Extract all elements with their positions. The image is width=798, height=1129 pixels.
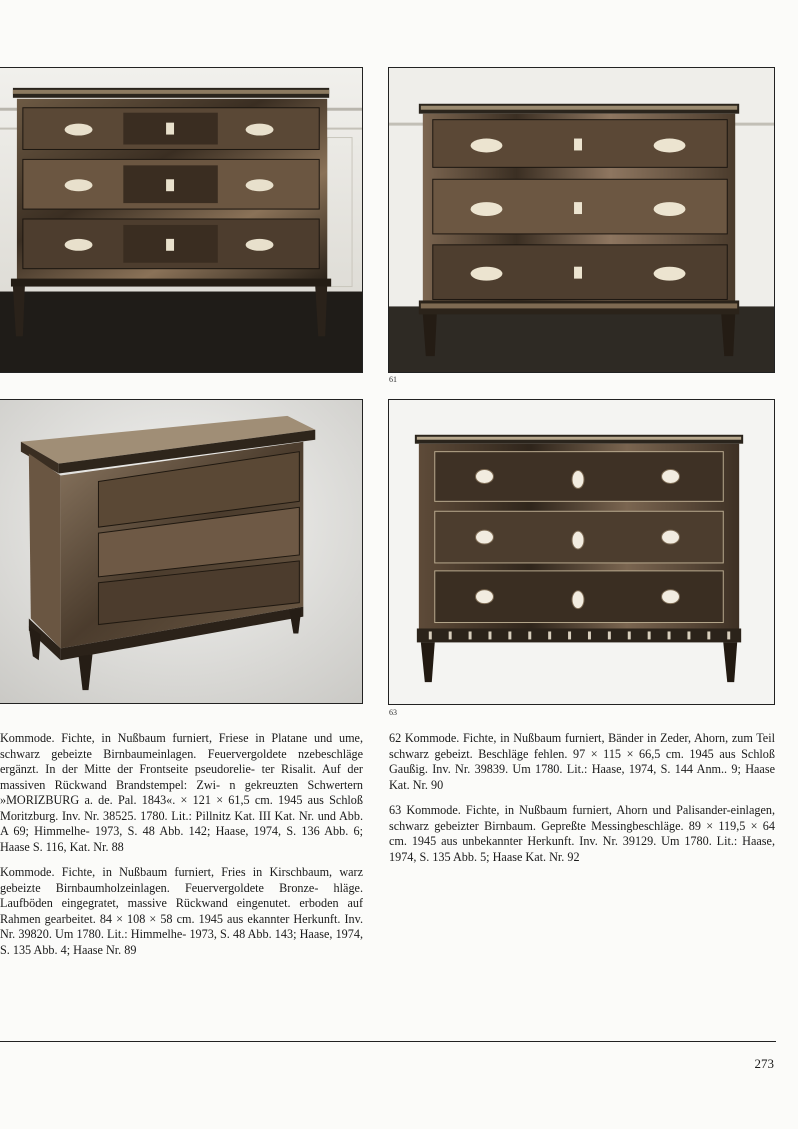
- photo-commode-fig-61: [388, 67, 775, 373]
- figure-number-61: 61: [389, 375, 397, 384]
- footer-rule: [0, 1041, 776, 1042]
- caption-column-left: [0, 731, 363, 996]
- figure-number-63: 63: [389, 708, 397, 717]
- caption-column-right: [389, 731, 775, 875]
- caption-left-1: Kommode. Fichte, in Nußbaum furniert, Friese in Platane und ume, schwarz gebeizte Birnbaumeinlagen. Feuervergoldete nzebeschläge ergänzt. In der Mitte der Frontseite pseudorelie- ter Risalit. Auf der massiven Rückwand Brandstempel: Zwi- n gekreuzten Schwertern »MORIZBURG a. de. Pal. 1843«. × 121 × 61,5 cm. 1945 aus Schloß Moritzburg. Inv. Nr. 38525. 1780. Lit.: Pillnitz Kat. III Kat. Nr. und Abb. A 69; Himmelhe- 1973, S. 48 Abb. 142; Haase, 1974, S. 136 Abb. 6; Haase S. 116, Kat. Nr. 88: [0, 731, 363, 854]
- caption-63: 63 Kommode. Fichte, in Nußbaum furniert, Ahorn und Palisander-einlagen, schwarz gebeizter Birnbaum. Gepreßte Messingbeschläge. 89 × 119,5 × 64 cm. 1945 aus unbekannter Herkunft. Inv. Nr. 39129. Um 1780. Lit.: Haase, 1974, S. 135 Abb. 5; Haase Kat. Nr. 92: [389, 803, 775, 864]
- photo-commode-fig-62: [0, 399, 363, 704]
- page-number: 273: [754, 1056, 774, 1071]
- caption-left-2: Kommode. Fichte, in Nußbaum furniert, Fries in Kirschbaum, warz gebeizte Birnbaumholzeinlagen. Feuervergoldete Bronze- hläge. Laufböden eingegratet, massive Rückwand eingenutet. erboden auf Rahmen gearbeitet. 84 × 108 × 58 cm. 1945 aus ekannter Herkunft. Inv. Nr. 39820. Um 1780. Lit.: Himmelhe- 1973, S. 48 Abb. 143; Haase, 1974, S. 135 Abb. 4; Haase Nr. 89: [0, 865, 363, 957]
- caption-62: 62 Kommode. Fichte, in Nußbaum furniert, Bänder in Zeder, Ahorn, zum Teil schwarz gebeizt. Beschläge fehlen. 97 × 115 × 66,5 cm. 1945 aus Schloß Gaußig. Inv. Nr. 39839. Um 1780. Lit.: Haase, 1974, S. 144 Anm.. 9; Haase Kat. Nr. 90: [389, 731, 775, 792]
- photo-commode-top-left: [0, 67, 363, 373]
- photo-commode-fig-63: [388, 399, 775, 705]
